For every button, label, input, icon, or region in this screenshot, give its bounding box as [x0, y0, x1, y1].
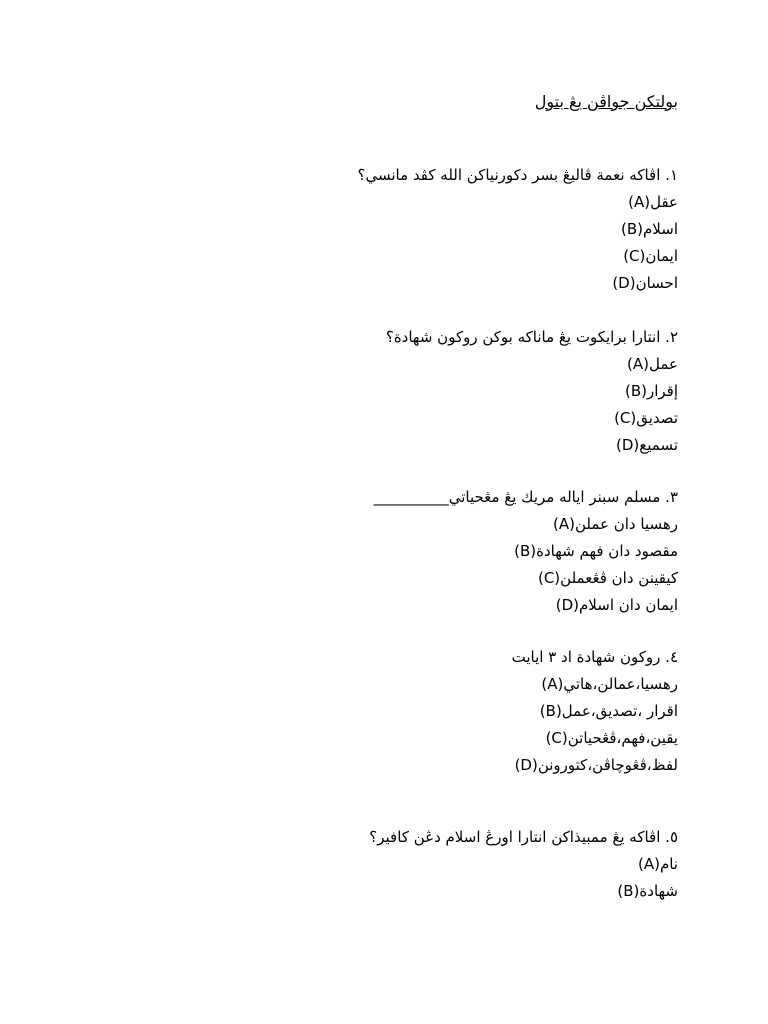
option-label: (C)	[537, 569, 561, 587]
option-b	[218, 878, 678, 905]
option-a	[218, 851, 678, 878]
option-label: (C)	[623, 247, 646, 265]
option-text: عمل	[649, 355, 678, 373]
option-c	[218, 243, 678, 270]
option-b	[218, 538, 678, 565]
question-prompt: انتارا برايكوت يڠ ماناكه بوكن روكون شهادة؟	[385, 328, 661, 346]
option-a	[218, 511, 678, 538]
option-text: عقل	[650, 193, 678, 211]
question-3	[218, 484, 678, 619]
option-label: (B)	[624, 382, 647, 400]
question-text: ٤. روكون شهادة اد ٣ ايايت	[511, 648, 678, 666]
option-label: (D)	[612, 274, 636, 292]
option-a	[218, 189, 678, 216]
option-b	[218, 698, 678, 725]
option-text: نام	[659, 855, 678, 873]
question-number: ١	[669, 166, 678, 184]
option-text: اقرار ،تصديق،عمل	[561, 702, 678, 720]
option-text: ايمان دان اسلام	[579, 596, 678, 614]
option-d	[218, 752, 678, 779]
question-number: ٢	[669, 328, 678, 346]
question-prompt: اڤاكه يڠ ممبيذاكن انتارا اورڠ اسلام دڠن كافير؟	[369, 828, 661, 846]
option-b	[218, 216, 678, 243]
option-text: احسان	[635, 274, 678, 292]
option-text: إقرار	[646, 382, 678, 400]
option-label: (B)	[617, 882, 640, 900]
option-c	[218, 565, 678, 592]
question-number: ٣	[669, 488, 678, 506]
option-label: (C)	[614, 409, 637, 427]
option-text: مقصود دان فهم شهادة	[536, 542, 678, 560]
question-5	[218, 824, 678, 905]
option-label: (D)	[514, 756, 538, 774]
question-text: ٣. مسلم سبنر اياله مريك يڠ مڠحياتي__________	[373, 488, 678, 506]
question-number: ٤	[669, 648, 678, 666]
question-4	[218, 644, 678, 779]
option-text: شهادة	[639, 882, 678, 900]
option-c	[218, 405, 678, 432]
option-text: يقين،فهم،ڤڠحياتن	[567, 729, 678, 747]
option-label: (D)	[555, 596, 580, 614]
option-text: لفظ،ڤڠوچاڤن،كتورونن	[537, 756, 678, 774]
option-b	[218, 378, 678, 405]
option-label: (C)	[545, 729, 568, 747]
worksheet-title: بولتكن جواڤن يڠ بتول	[534, 92, 678, 111]
option-label: (B)	[514, 542, 537, 560]
option-text: كيقينن دان ڤڠعملن	[560, 569, 678, 587]
option-d	[218, 270, 678, 297]
option-label: (B)	[621, 220, 644, 238]
option-text: اسلام	[643, 220, 678, 238]
question-text: ١. اڤاكه نعمة ڤاليڠ بسر دكورنياكن الله كڤد مانسي؟	[357, 166, 678, 184]
option-label: (B)	[539, 702, 562, 720]
option-label: (A)	[552, 515, 575, 533]
option-text: تصديق	[636, 409, 678, 427]
question-prompt: اڤاكه نعمة ڤاليڠ بسر دكورنياكن الله كڤد مانسي؟	[357, 166, 661, 184]
question-1	[218, 162, 678, 297]
option-text: رهسيا،عمالن،هاتي	[563, 675, 678, 693]
option-a	[218, 671, 678, 698]
option-d	[218, 432, 678, 459]
option-label: (D)	[615, 436, 640, 454]
question-text: ٥. اڤاكه يڠ ممبيذاكن انتارا اورڠ اسلام دڠن كافير؟	[369, 828, 678, 846]
option-text: ايمان	[645, 247, 678, 265]
option-label: (A)	[627, 355, 650, 373]
question-2	[218, 324, 678, 459]
option-label: (A)	[541, 675, 564, 693]
option-a	[218, 351, 678, 378]
question-prompt: روكون شهادة اد ٣ ايايت	[511, 648, 661, 666]
question-text: ٢. انتارا برايكوت يڠ ماناكه بوكن روكون شهادة؟	[385, 328, 678, 346]
question-prompt: مسلم سبنر اياله مريك يڠ مڠحياتي__________	[373, 488, 661, 506]
question-number: ٥	[669, 828, 678, 846]
option-label: (A)	[637, 855, 660, 873]
option-text: تسميع	[639, 436, 678, 454]
option-c	[218, 725, 678, 752]
option-d	[218, 592, 678, 619]
option-text: رهسيا دان عملن	[574, 515, 678, 533]
option-label: (A)	[628, 193, 651, 211]
